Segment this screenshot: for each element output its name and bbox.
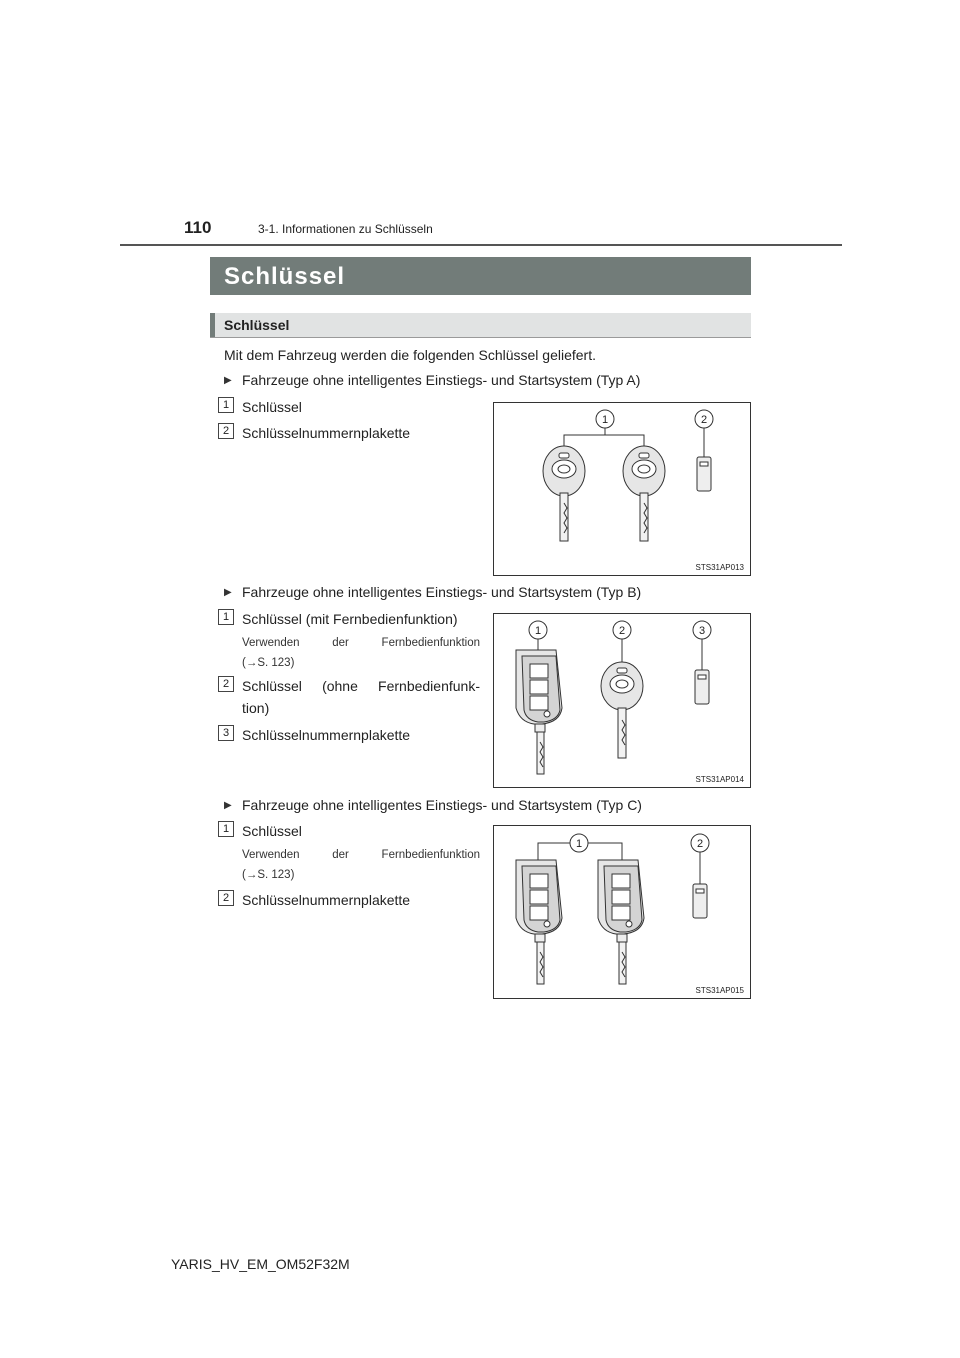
- item-label: Schlüsselnummernplakette: [242, 892, 411, 908]
- figure-keys-type-c: [493, 825, 751, 999]
- subtitle-accent: [210, 313, 215, 337]
- bullet-triangle-icon: ▶: [224, 800, 232, 811]
- keys-illustration: [494, 614, 750, 787]
- item-number: 1: [218, 609, 234, 625]
- keys-illustration: [494, 403, 750, 575]
- subtitle: Schlüssel: [224, 317, 290, 333]
- group-b-heading: Fahrzeuge ohne intelligentes Einstiegs- und Startsystem (Typ B): [242, 584, 642, 600]
- callout-1: 1: [575, 838, 583, 850]
- callout-2: 2: [618, 625, 626, 637]
- group-a-heading: Fahrzeuge ohne intelligentes Einstiegs- und Startsystem (Typ A): [242, 372, 641, 388]
- page-title: Schlüssel: [224, 263, 346, 290]
- page-number: 110: [184, 218, 212, 237]
- item-label: Schlüssel: [242, 823, 302, 839]
- callout-2: 2: [700, 414, 708, 426]
- header-rule: [120, 244, 842, 246]
- callout-1: 1: [601, 414, 609, 426]
- item-number: 2: [218, 890, 234, 906]
- page-title-bar: [210, 257, 751, 295]
- figure-keys-type-b: [493, 613, 751, 788]
- item-label: Schlüssel (ohne Fernbedienfunk-: [242, 678, 480, 694]
- item-label: Schlüssel: [242, 399, 302, 415]
- item-number: 3: [218, 725, 234, 741]
- subtitle-bar: [210, 313, 751, 338]
- figure-keys-type-a: [493, 402, 751, 576]
- item-number: 1: [218, 821, 234, 837]
- figure-code: STS31AP014: [695, 775, 744, 784]
- item-label: Schlüssel (mit Fernbedienfunktion): [242, 611, 458, 627]
- section-header: 3-1. Informationen zu Schlüsseln: [258, 222, 433, 236]
- bullet-triangle-icon: ▶: [224, 587, 232, 598]
- callout-3: 3: [698, 625, 706, 637]
- item-number: 1: [218, 397, 234, 413]
- callout-2: 2: [696, 838, 704, 850]
- callout-1: 1: [534, 625, 542, 637]
- item-label: Schlüsselnummernplakette: [242, 727, 411, 743]
- page-reference-link[interactable]: (→S. 123): [242, 869, 295, 881]
- item-number: 2: [218, 676, 234, 692]
- group-c-heading: Fahrzeuge ohne intelligentes Einstiegs- und Startsystem (Typ C): [242, 797, 642, 813]
- item-label: Schlüsselnummernplakette: [242, 425, 411, 441]
- item-number: 2: [218, 423, 234, 439]
- item-note: Verwenden der Fernbedienfunktion: [242, 637, 480, 649]
- page-reference-link[interactable]: (→S. 123): [242, 657, 295, 669]
- item-note: Verwenden der Fernbedienfunktion: [242, 849, 480, 861]
- document-code-footer: YARIS_HV_EM_OM52F32M: [171, 1256, 350, 1272]
- figure-code: STS31AP013: [695, 563, 744, 572]
- intro-text: Mit dem Fahrzeug werden die folgenden Schlüssel geliefert.: [224, 347, 596, 363]
- figure-code: STS31AP015: [695, 986, 744, 995]
- item-label-continued: tion): [242, 700, 270, 716]
- keys-illustration: [494, 826, 750, 998]
- bullet-triangle-icon: ▶: [224, 375, 232, 386]
